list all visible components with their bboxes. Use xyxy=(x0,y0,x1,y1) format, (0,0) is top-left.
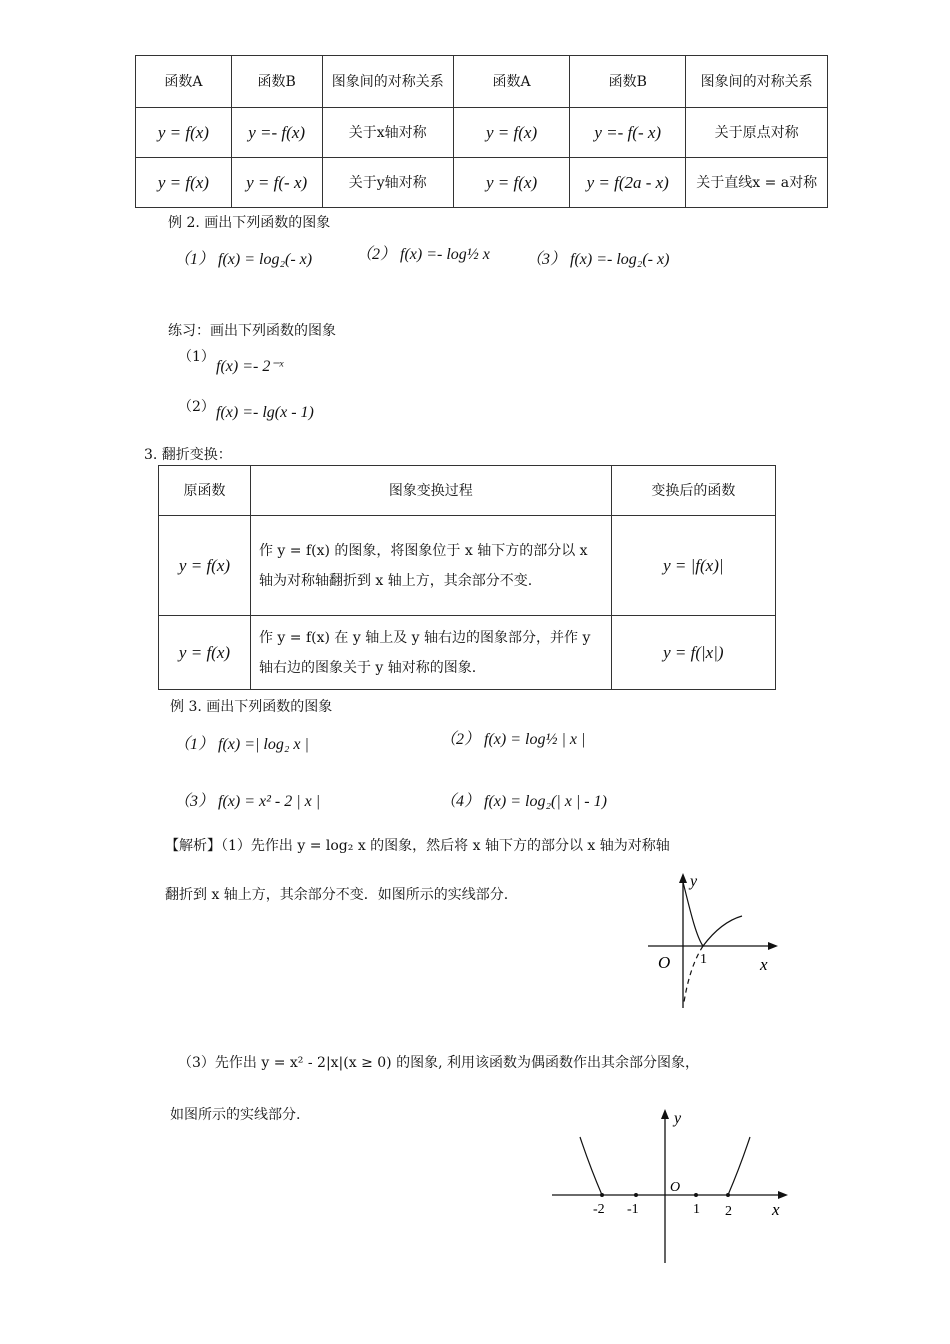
solution1-line2: 翻折到 x 轴上方，其余部分不变．如图所示的实线部分. xyxy=(165,887,509,903)
y-label: y xyxy=(674,1110,682,1127)
symmetry-table xyxy=(135,55,828,208)
cell: y = |f(x)| xyxy=(611,516,775,616)
header-cell: 图象间的对称关系 xyxy=(686,56,828,108)
example2-item-1: （1） f(x) = log₂(- x) xyxy=(174,251,313,268)
x-label: x xyxy=(772,1200,780,1219)
example3-item-3: （3） f(x) = x² - 2 | x | xyxy=(174,793,321,810)
header-cell: 函数B xyxy=(570,56,686,108)
solution3-line1: （3）先作出 y = x² - 2|x|(x ≥ 0) 的图象, 利用该函数为偶函数作出其余部分图象， xyxy=(178,1055,699,1071)
practice-formula-2: f(x) =- lg(x - 1) xyxy=(216,404,314,421)
cell: y = f(x) xyxy=(159,616,251,690)
x-axis-arrow xyxy=(778,1191,788,1199)
cell: 关于x轴对称 xyxy=(322,108,453,158)
x-label: x xyxy=(760,955,768,974)
right-curve xyxy=(728,1137,750,1195)
header-cell: 图象变换过程 xyxy=(250,466,611,516)
example3-item-1: （1） f(x) =| log₂ x | xyxy=(174,736,309,753)
x-axis-arrow xyxy=(768,942,778,950)
left-curve xyxy=(580,1137,602,1195)
cell: y = f(x) xyxy=(136,108,232,158)
example2-title: 例 2. 画出下列函数的图象 xyxy=(168,215,331,231)
tick-point xyxy=(726,1193,730,1197)
tick-label: -2 xyxy=(593,1202,605,1217)
fold-transform-table xyxy=(158,465,776,690)
tick-label: -1 xyxy=(627,1202,639,1217)
cell: 作 y = f(x) 的图象，将图象位于 x 轴下方的部分以 x 轴为对称轴翻折到 x 轴上方，其余部分不变. xyxy=(250,516,611,616)
cell: y = f(x) xyxy=(453,108,569,158)
graph-x2-minus-2absx xyxy=(548,1105,798,1265)
cell: 关于原点对称 xyxy=(686,108,828,158)
header-cell: 图象间的对称关系 xyxy=(322,56,453,108)
solid-curve xyxy=(683,882,742,946)
origin-label: O xyxy=(658,953,671,972)
practice-formula-1: f(x) =- 2⁻ˣ xyxy=(216,358,284,375)
cell: 关于y轴对称 xyxy=(322,158,453,208)
cell: 关于直线x = a对称 xyxy=(686,158,828,208)
tick-point xyxy=(634,1193,638,1197)
cell: y = f(|x|) xyxy=(611,616,775,690)
tick-point xyxy=(694,1193,698,1197)
header-cell: 函数B xyxy=(231,56,322,108)
one-label: 1 xyxy=(700,952,707,967)
cell: y = f(x) xyxy=(136,158,232,208)
practice-title: 练习：画出下列函数的图象 xyxy=(168,323,336,339)
y-label: y xyxy=(690,873,698,890)
example2-item-3: （3） f(x) =- log₂(- x) xyxy=(526,251,670,268)
practice-label-1: （1） xyxy=(178,349,215,365)
y-axis-arrow xyxy=(679,873,687,883)
section3-title: 3. 翻折变换： xyxy=(144,447,232,463)
header-cell: 函数A xyxy=(136,56,232,108)
tick-label: 2 xyxy=(725,1204,732,1219)
header-cell: 变换后的函数 xyxy=(611,466,775,516)
example3-item-4: （4） f(x) = log₂(| x | - 1) xyxy=(440,793,607,810)
cell: y = f(2a - x) xyxy=(570,158,686,208)
graph-abs-log2 xyxy=(640,870,780,1010)
origin-label: O xyxy=(670,1180,681,1195)
example3-item-2: （2） f(x) = log½ | x | xyxy=(440,731,586,748)
cell: y = f(- x) xyxy=(231,158,322,208)
header-cell: 函数A xyxy=(453,56,569,108)
cell: y = f(x) xyxy=(453,158,569,208)
cell: y =- f(x) xyxy=(231,108,322,158)
solution3-line2: 如图所示的实线部分. xyxy=(170,1107,301,1123)
solution1-line1: 【解析】（1）先作出 y = log₂ x 的图象，然后将 x 轴下方的部分以 x 轴为对称轴 xyxy=(165,838,670,854)
example2-item-2: （2） f(x) =- log½ x xyxy=(356,246,490,263)
cell: y = f(x) xyxy=(159,516,251,616)
cell: 作 y = f(x) 在 y 轴上及 y 轴右边的图象部分，并作 y 轴右边的图象关于 y 轴对称的图象. xyxy=(250,616,611,690)
header-cell: 原函数 xyxy=(159,466,251,516)
practice-label-2: （2） xyxy=(178,399,215,415)
cell: y =- f(- x) xyxy=(570,108,686,158)
tick-label: 1 xyxy=(693,1202,700,1217)
y-axis-arrow xyxy=(661,1109,669,1119)
example3-title: 例 3. 画出下列函数的图象 xyxy=(170,699,333,715)
tick-point xyxy=(600,1193,604,1197)
